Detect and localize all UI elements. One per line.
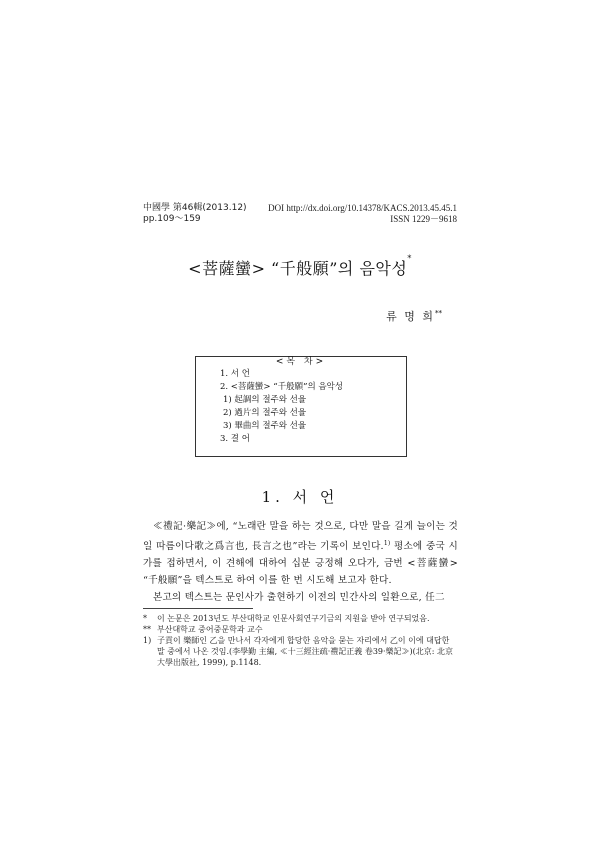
footnote-ref[interactable]: 1) <box>383 540 391 547</box>
toc-item: 2. <菩薩蠻> “千般願”의 음악성 <box>220 382 343 392</box>
toc-item: 1. 서 언 <box>220 369 250 379</box>
paragraph <box>143 518 458 589</box>
paper-title <box>0 256 600 279</box>
footnote-text: 부산대학교 중어중문학과 교수 <box>157 625 263 634</box>
footnote <box>143 613 458 624</box>
footnote-text: 子貢이 樂師인 乙을 만나서 각자에게 합당한 음악을 묻는 자리에서 乙이 이에 대답한 말 중에서 나온 것임.(李學勤 主編, ≪十三經注疏·禮記正義 卷39·樂記≫)(北京: 北京大學出版社, 1999), p.1148. <box>157 636 454 667</box>
journal-header <box>143 203 247 225</box>
footnote-divider <box>143 608 253 609</box>
title-text: <菩薩蠻> “千般願”의 음악성 <box>188 259 408 278</box>
toc-item: 2) 過片의 절주와 선율 <box>223 408 307 418</box>
title-footnote-mark: * <box>407 254 412 263</box>
toc-item: 3. 결 어 <box>220 434 250 444</box>
journal-issue: 中國學 第46輯(2013.12) <box>143 203 247 213</box>
footnote <box>143 635 458 668</box>
toc-heading-label: <목 차> <box>273 357 329 367</box>
footnote-mark: 1) <box>143 636 152 645</box>
doi-header <box>268 203 457 225</box>
table-of-contents <box>195 356 407 457</box>
toc-list <box>220 368 343 446</box>
toc-item: 1) 起調의 절주와 선율 <box>223 395 307 405</box>
author <box>386 308 442 324</box>
paragraph-text: 평소에 중국 시가를 접하면서, 이 견해에 대하여 십분 긍정해 오다가, 금번 <菩薩蠻> “千般願”을 텍스트로 하여 이를 한 번 시도해 보고자 한다. <box>143 541 458 587</box>
footnotes <box>143 613 458 668</box>
footnote-text: 이 논문은 2013년도 부산대학교 인문사회연구기금의 지원을 받아 연구되었음. <box>157 614 430 623</box>
footnote <box>143 624 458 635</box>
paragraph: 본고의 텍스트는 문인사가 출현하기 이전의 민간사의 일환으로, 任二 <box>153 592 445 604</box>
author-name: 류 명 희 <box>386 310 435 323</box>
issn: ISSN 1229－9618 <box>390 214 457 224</box>
footnote-mark: * <box>143 614 147 623</box>
section-heading: 1. 서 언 <box>261 488 339 506</box>
toc-item: 3) 畢曲의 절주와 선율 <box>223 421 307 431</box>
toc-heading <box>196 349 406 368</box>
footnote-mark: ** <box>143 625 151 634</box>
page-range: pp.109～159 <box>143 214 201 224</box>
paragraph-text: ≪禮記·樂記≫에, “노래란 말을 하는 것으로, 다만 말을 길게 늘이는 것일 따름이다歌之爲言也, 長言之也”라는 기록이 보인다. <box>143 521 458 553</box>
doi-link[interactable]: DOI http://dx.doi.org/10.14378/KACS.2013.45.45.1 <box>268 203 457 213</box>
author-footnote-mark: ** <box>435 309 442 318</box>
body-text <box>143 518 458 606</box>
